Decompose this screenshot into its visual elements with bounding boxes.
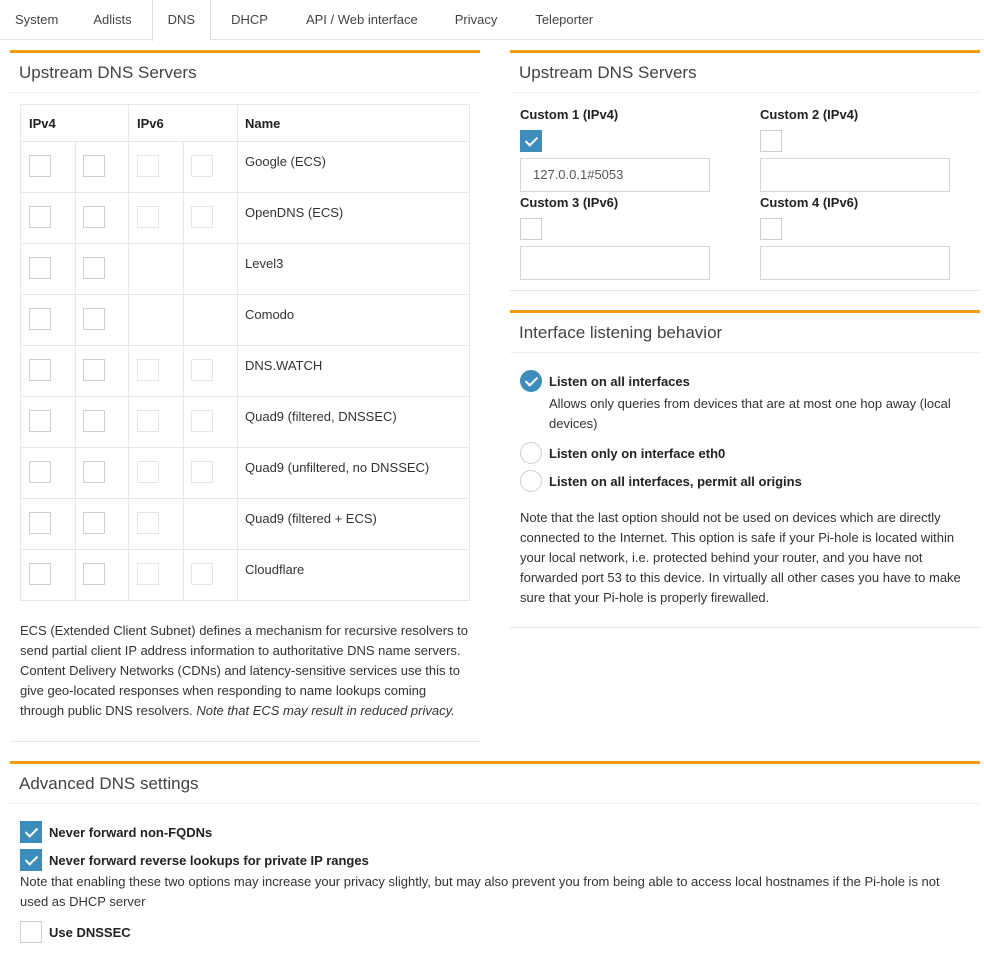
ipv6-primary-checkbox[interactable] — [137, 359, 159, 381]
dns-server-name: Level3 — [245, 256, 284, 271]
ecs-note — [20, 621, 468, 721]
dns-server-name: Google (ECS) — [245, 154, 326, 169]
never-forward-reverse-checkbox[interactable] — [20, 849, 42, 871]
table-col-divider — [75, 141, 76, 600]
ecs-note-text: ECS (Extended Client Subnet) defines a mechanism for recursive resolvers to send partial client IP address information to authoritative DNS name servers. Content Delivery Networks (CDNs) and latency-sensitive services use this to give geo-located responses when responding to name lookups coming through public DNS resolvers. — [20, 623, 468, 718]
dns-server-name: Quad9 (filtered, DNSSEC) — [245, 409, 397, 424]
ipv4-primary-checkbox[interactable] — [29, 410, 51, 432]
ipv6-primary-checkbox[interactable] — [137, 206, 159, 228]
upstream-dns-title: Upstream DNS Servers — [10, 53, 480, 93]
custom1-checkbox[interactable] — [520, 130, 542, 152]
never-forward-fqdn-label[interactable]: Never forward non-FQDNs — [49, 825, 213, 840]
tab-teleporter[interactable]: Teleporter — [535, 12, 594, 27]
ipv4-secondary-checkbox[interactable] — [83, 257, 105, 279]
ecs-note-emphasis: Note that ECS may result in reduced privacy. — [196, 703, 455, 718]
ipv6-primary-checkbox[interactable] — [137, 563, 159, 585]
table-row-divider — [20, 141, 470, 142]
ipv4-secondary-checkbox[interactable] — [83, 155, 105, 177]
custom3-checkbox[interactable] — [520, 218, 542, 240]
header-ipv6: IPv6 — [137, 116, 164, 131]
custom1-label: Custom 1 (IPv4) — [520, 107, 619, 122]
listen-permit-radio[interactable] — [520, 470, 542, 492]
table-col-divider — [183, 141, 184, 600]
tab-api-web-interface[interactable]: API / Web interface — [305, 12, 418, 27]
header-ipv4: IPv4 — [29, 116, 56, 131]
ipv4-secondary-checkbox[interactable] — [83, 563, 105, 585]
ipv6-primary-checkbox[interactable] — [137, 512, 159, 534]
custom3-label: Custom 3 (IPv6) — [520, 195, 619, 210]
ipv6-secondary-checkbox[interactable] — [191, 563, 213, 585]
ipv4-primary-checkbox[interactable] — [29, 563, 51, 585]
use-dnssec-label[interactable]: Use DNSSEC — [49, 925, 131, 940]
ipv4-secondary-checkbox[interactable] — [83, 308, 105, 330]
listen-permit-label[interactable]: Listen on all interfaces, permit all origins — [549, 474, 802, 489]
tab-dhcp[interactable]: DHCP — [231, 12, 268, 27]
ipv4-secondary-checkbox[interactable] — [83, 410, 105, 432]
ipv4-primary-checkbox[interactable] — [29, 359, 51, 381]
custom-upstream-title: Upstream DNS Servers — [510, 53, 980, 93]
dns-server-name: Quad9 (filtered + ECS) — [245, 511, 377, 526]
never-forward-fqdn-checkbox[interactable] — [20, 821, 42, 843]
table-row-divider — [20, 294, 470, 295]
table-row-divider — [20, 345, 470, 346]
table-row-divider — [20, 498, 470, 499]
table-row-divider — [20, 396, 470, 397]
ipv6-secondary-checkbox[interactable] — [191, 206, 213, 228]
ipv4-primary-checkbox[interactable] — [29, 257, 51, 279]
ipv4-secondary-checkbox[interactable] — [83, 206, 105, 228]
ipv4-primary-checkbox[interactable] — [29, 461, 51, 483]
table-row-divider — [20, 192, 470, 193]
custom2-label: Custom 2 (IPv4) — [760, 107, 859, 122]
dns-server-name: Cloudflare — [245, 562, 305, 577]
table-row-divider — [20, 549, 470, 550]
table-col-divider — [237, 104, 238, 600]
listen-all-label[interactable]: Listen on all interfaces — [549, 374, 690, 389]
ipv4-primary-checkbox[interactable] — [29, 308, 51, 330]
ipv4-primary-checkbox[interactable] — [29, 155, 51, 177]
interface-note: Note that the last option should not be used on devices which are directly connected to the Internet. This option is safe if your Pi-hole is located within your local network, i.e. protected behind your router, and you have not forwarded port 53 to this device. In virtually all other cases you have to make sure that your Pi-hole is properly firewalled. — [520, 510, 961, 605]
table-row-divider — [20, 243, 470, 244]
ipv4-secondary-checkbox[interactable] — [83, 461, 105, 483]
table-col-divider — [469, 104, 470, 600]
listen-eth0-radio[interactable] — [520, 442, 542, 464]
custom3-input[interactable] — [520, 246, 710, 280]
table-col-divider — [20, 104, 21, 600]
listen-eth0-label[interactable]: Listen only on interface eth0 — [549, 446, 726, 461]
advanced-dns-title: Advanced DNS settings — [10, 764, 980, 804]
custom4-checkbox[interactable] — [760, 218, 782, 240]
dns-server-name: Comodo — [245, 307, 295, 322]
tab-dns[interactable]: DNS — [152, 0, 211, 41]
ipv6-secondary-checkbox[interactable] — [191, 461, 213, 483]
use-dnssec-checkbox[interactable] — [20, 921, 42, 943]
custom2-input[interactable] — [760, 158, 950, 192]
table-col-divider — [128, 104, 129, 600]
interface-title: Interface listening behavior — [510, 313, 980, 353]
ipv4-primary-checkbox[interactable] — [29, 206, 51, 228]
ipv4-primary-checkbox[interactable] — [29, 512, 51, 534]
listen-all-description: Allows only queries from devices that are at most one hop away (local devices) — [549, 396, 951, 431]
table-row-divider — [20, 600, 470, 601]
ipv6-primary-checkbox[interactable] — [137, 155, 159, 177]
never-forward-reverse-label[interactable]: Never forward reverse lookups for private IP ranges — [49, 853, 369, 868]
tab-system[interactable]: System — [15, 12, 59, 27]
settings-tabs — [0, 0, 984, 40]
custom4-input[interactable] — [760, 246, 950, 280]
dns-server-name: DNS.WATCH — [245, 358, 323, 373]
ipv6-secondary-checkbox[interactable] — [191, 410, 213, 432]
header-name: Name — [245, 116, 281, 131]
table-border-top — [20, 104, 470, 105]
custom2-checkbox[interactable] — [760, 130, 782, 152]
custom4-label: Custom 4 (IPv6) — [760, 195, 859, 210]
listen-all-radio[interactable] — [520, 370, 542, 392]
dns-server-name: Quad9 (unfiltered, no DNSSEC) — [245, 460, 430, 475]
table-row-divider — [20, 447, 470, 448]
custom1-input[interactable]: 127.0.0.1#5053 — [520, 158, 710, 192]
ipv6-secondary-checkbox[interactable] — [191, 359, 213, 381]
ipv6-secondary-checkbox[interactable] — [191, 155, 213, 177]
ipv4-secondary-checkbox[interactable] — [83, 359, 105, 381]
ipv6-primary-checkbox[interactable] — [137, 410, 159, 432]
ipv6-primary-checkbox[interactable] — [137, 461, 159, 483]
tab-adlists[interactable]: Adlists — [93, 12, 132, 27]
tab-privacy[interactable]: Privacy — [454, 12, 498, 27]
dns-server-name: OpenDNS (ECS) — [245, 205, 344, 220]
ipv4-secondary-checkbox[interactable] — [83, 512, 105, 534]
privacy-note: Note that enabling these two options may increase your privacy slightly, but may also prevent you from being able to access local hostnames if the Pi-hole is not used as DHCP server — [20, 874, 940, 909]
